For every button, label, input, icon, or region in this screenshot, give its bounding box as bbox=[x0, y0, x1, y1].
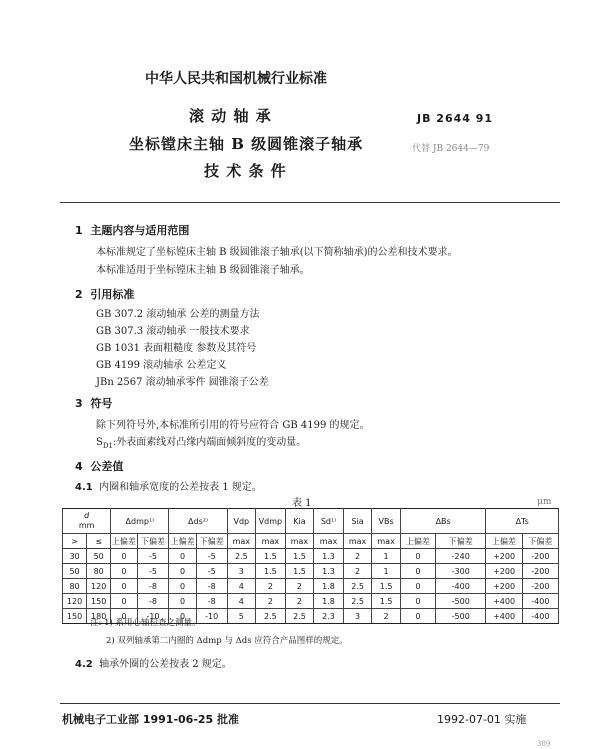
table-cell: 0 bbox=[169, 609, 196, 624]
table-cell: 0 bbox=[111, 579, 137, 594]
table-cell: 1.5 bbox=[372, 579, 401, 594]
table-cell: -200 bbox=[522, 579, 558, 594]
subheader-cell: 下偏差 bbox=[196, 534, 227, 549]
clause-4-1-text: 内圈和轴承宽度的公差按表 1 规定。 bbox=[99, 482, 262, 493]
table-cell: +200 bbox=[486, 579, 522, 594]
section-3-title: 符号 bbox=[90, 397, 113, 410]
table-cell: +400 bbox=[486, 609, 522, 624]
subheader-cell: 上偏差 bbox=[486, 534, 522, 549]
table-cell: -8 bbox=[196, 594, 227, 609]
table-cell: 2.5 bbox=[256, 609, 286, 624]
table-1-note-2: 2) 双列轴承第二内圈的 Δdmp 与 Δds 应符合产品图样的规定。 bbox=[106, 636, 348, 646]
approval-info: 机械电子工业部 1991-06-25 批准 bbox=[62, 713, 240, 726]
table-cell: 2 bbox=[285, 579, 314, 594]
table-cell: 2 bbox=[343, 549, 372, 564]
title-line-3: 技 术 条 件 bbox=[204, 162, 287, 180]
table-cell: -500 bbox=[435, 594, 485, 609]
header-delta-bs: ΔBs bbox=[400, 509, 486, 534]
subheader-cell: 上偏差 bbox=[400, 534, 435, 549]
header-delta-ds: Δds²⁾ bbox=[169, 509, 227, 534]
reference-item: GB 4199 滚动轴承 公差定义 bbox=[96, 360, 227, 371]
subheader-cell: ≤ bbox=[87, 534, 111, 549]
table-cell: -10 bbox=[137, 609, 169, 624]
table-row bbox=[63, 549, 559, 564]
table-cell: 30 bbox=[63, 549, 87, 564]
subheader-cell: > bbox=[63, 534, 87, 549]
table-cell: 120 bbox=[63, 594, 87, 609]
replaces-standard: 代替 JB 2644—79 bbox=[412, 144, 490, 154]
header-d-mm: d mm bbox=[63, 509, 111, 534]
header-rule bbox=[60, 202, 560, 203]
tolerance-table-1 bbox=[62, 508, 559, 624]
table-cell: -8 bbox=[137, 579, 169, 594]
table-cell: -5 bbox=[196, 549, 227, 564]
subheader-cell: 上偏差 bbox=[111, 534, 137, 549]
table-cell: 1.3 bbox=[314, 564, 344, 579]
clause-4-2-number: 4.2 bbox=[75, 659, 93, 670]
section-3-number: 3 bbox=[75, 397, 83, 410]
table-cell: 1.5 bbox=[256, 564, 286, 579]
table-cell: -400 bbox=[522, 609, 558, 624]
table-cell: 80 bbox=[63, 579, 87, 594]
table-cell: 3 bbox=[227, 564, 256, 579]
clause-4-2 bbox=[75, 655, 232, 670]
table-cell: +400 bbox=[486, 594, 522, 609]
header-vdmp: Vdmp bbox=[256, 509, 286, 534]
table-cell: 0 bbox=[111, 609, 137, 624]
section-2-heading bbox=[75, 286, 134, 302]
table-cell: 1.5 bbox=[372, 594, 401, 609]
table-cell: -5 bbox=[137, 564, 169, 579]
table-cell: 50 bbox=[63, 564, 87, 579]
table-cell: 1.5 bbox=[285, 549, 314, 564]
table-cell: 0 bbox=[169, 549, 196, 564]
section-3-symbol-definition bbox=[96, 433, 306, 450]
subheader-cell: max bbox=[256, 534, 286, 549]
table-cell: 0 bbox=[400, 579, 435, 594]
table-header-row bbox=[63, 509, 559, 534]
table-cell: -8 bbox=[137, 594, 169, 609]
table-cell: 0 bbox=[169, 564, 196, 579]
referenced-standards-list bbox=[96, 305, 269, 390]
header-kia: Kia bbox=[285, 509, 314, 534]
section-3-heading bbox=[75, 395, 112, 411]
section-1-number: 1 bbox=[75, 224, 83, 237]
section-2-title: 引用标准 bbox=[90, 288, 135, 301]
issuing-organization: 中华人民共和国机械行业标准 bbox=[145, 71, 327, 87]
table-row bbox=[63, 594, 559, 609]
table-cell: -200 bbox=[522, 564, 558, 579]
table-cell: -500 bbox=[435, 609, 485, 624]
header-delta-ts: ΔTs bbox=[486, 509, 559, 534]
clause-4-1 bbox=[75, 478, 262, 493]
header-delta-dmp: Δdmp¹⁾ bbox=[111, 509, 169, 534]
table-cell: 180 bbox=[87, 609, 111, 624]
title-line-1: 滚 动 轴 承 bbox=[189, 107, 272, 125]
table-subheader-row bbox=[63, 534, 559, 549]
table-cell: -300 bbox=[435, 564, 485, 579]
table-cell: 0 bbox=[400, 549, 435, 564]
section-1-title: 主题内容与适用范围 bbox=[90, 224, 190, 237]
table-cell: -5 bbox=[196, 564, 227, 579]
table-cell: +200 bbox=[486, 564, 522, 579]
standard-code: JB 2644 91 bbox=[417, 112, 494, 125]
subheader-cell: max bbox=[343, 534, 372, 549]
table-cell: 1.8 bbox=[314, 579, 344, 594]
section-4-title: 公差值 bbox=[90, 460, 124, 473]
section-3-paragraph-1: 除下列符号外,本标准所引用的符号应符合 GB 4199 的规定。 bbox=[96, 420, 370, 431]
reference-item: JBn 2567 滚动轴承零件 圆锥滚子公差 bbox=[96, 377, 269, 388]
table-cell: 150 bbox=[87, 594, 111, 609]
table-cell: 0 bbox=[111, 549, 137, 564]
section-4-number: 4 bbox=[75, 460, 83, 473]
reference-item: GB 307.3 滚动轴承 一般技术要求 bbox=[96, 326, 250, 337]
table-cell: 1.8 bbox=[314, 594, 344, 609]
table-cell: 2.5 bbox=[227, 549, 256, 564]
table-cell: 3 bbox=[343, 609, 372, 624]
footer-rule bbox=[60, 703, 560, 704]
table-cell: 2.5 bbox=[343, 594, 372, 609]
header-sia: Sia bbox=[343, 509, 372, 534]
table-cell: 50 bbox=[87, 549, 111, 564]
section-4-heading bbox=[75, 458, 123, 474]
symbol-s: S bbox=[96, 437, 103, 448]
table-cell: 5 bbox=[227, 609, 256, 624]
clause-4-1-number: 4.1 bbox=[75, 482, 93, 493]
table-cell: 2 bbox=[372, 609, 401, 624]
table-cell: 4 bbox=[227, 594, 256, 609]
header-vbs: VBs bbox=[372, 509, 401, 534]
subheader-cell: 下偏差 bbox=[435, 534, 485, 549]
table-cell: 120 bbox=[87, 579, 111, 594]
table-cell: +200 bbox=[486, 549, 522, 564]
header-vdp: Vdp bbox=[227, 509, 256, 534]
table-cell: -10 bbox=[196, 609, 227, 624]
table-cell: 2 bbox=[256, 579, 286, 594]
section-2-number: 2 bbox=[75, 288, 83, 301]
table-cell: 1.3 bbox=[314, 549, 344, 564]
table-cell: 2 bbox=[256, 594, 286, 609]
table-cell: 0 bbox=[400, 594, 435, 609]
table-cell: 0 bbox=[169, 579, 196, 594]
table-cell: -8 bbox=[196, 579, 227, 594]
table-cell: -5 bbox=[137, 549, 169, 564]
page-number: 389 bbox=[537, 740, 551, 748]
subheader-cell: 上偏差 bbox=[169, 534, 196, 549]
reference-item: GB 307.2 滚动轴承 公差的测量方法 bbox=[96, 309, 260, 320]
table-cell: 1 bbox=[372, 564, 401, 579]
section-1-heading bbox=[75, 222, 189, 238]
table-1-note-1: 注: 1) 系用心轴检查之测量。 bbox=[90, 618, 201, 628]
table-cell: 80 bbox=[87, 564, 111, 579]
table-cell: 2.5 bbox=[285, 609, 314, 624]
table-1-caption: 表 1 bbox=[292, 498, 312, 509]
section-1-paragraph-1: 本标准规定了坐标镗床主轴 B 级圆锥滚子轴承(以下简称轴承)的公差和技术要求。 bbox=[96, 247, 458, 258]
table-cell: 2 bbox=[285, 594, 314, 609]
table-cell: 2.5 bbox=[343, 579, 372, 594]
symbol-description: :外表面素线对凸缘内端面倾斜度的变动量。 bbox=[112, 437, 307, 448]
table-row bbox=[63, 579, 559, 594]
table-cell: 1 bbox=[372, 549, 401, 564]
table-cell: -400 bbox=[435, 579, 485, 594]
header-sd: Sd¹⁾ bbox=[314, 509, 344, 534]
table-cell: -240 bbox=[435, 549, 485, 564]
table-cell: 1.5 bbox=[285, 564, 314, 579]
clause-4-2-text: 轴承外圈的公差按表 2 规定。 bbox=[99, 659, 232, 670]
reference-item: GB 1031 表面粗糙度 参数及其符号 bbox=[96, 343, 257, 354]
subheader-cell: max bbox=[372, 534, 401, 549]
table-cell: 2.3 bbox=[314, 609, 344, 624]
table-cell: -200 bbox=[522, 549, 558, 564]
table-cell: 150 bbox=[63, 609, 87, 624]
table-cell: 2 bbox=[343, 564, 372, 579]
subheader-cell: max bbox=[227, 534, 256, 549]
table-row bbox=[63, 564, 559, 579]
table-cell: 0 bbox=[111, 564, 137, 579]
subheader-cell: 下偏差 bbox=[522, 534, 558, 549]
subheader-cell: max bbox=[285, 534, 314, 549]
table-cell: 4 bbox=[227, 579, 256, 594]
table-cell: -400 bbox=[522, 594, 558, 609]
table-cell: 0 bbox=[111, 594, 137, 609]
symbol-subscript: D1 bbox=[102, 442, 113, 450]
implementation-date: 1992-07-01 实施 bbox=[437, 713, 527, 726]
section-1-paragraph-2: 本标准适用于坐标镗床主轴 B 级圆锥滚子轴承。 bbox=[96, 265, 310, 276]
table-cell: 0 bbox=[169, 594, 196, 609]
table-cell: 0 bbox=[400, 609, 435, 624]
title-line-2: 坐标镗床主轴 B 级圆锥滚子轴承 bbox=[129, 135, 364, 153]
subheader-cell: 下偏差 bbox=[137, 534, 169, 549]
table-1-unit: μm bbox=[537, 497, 552, 507]
table-cell: 1.5 bbox=[256, 549, 286, 564]
subheader-cell: max bbox=[314, 534, 344, 549]
table-cell: 0 bbox=[400, 564, 435, 579]
